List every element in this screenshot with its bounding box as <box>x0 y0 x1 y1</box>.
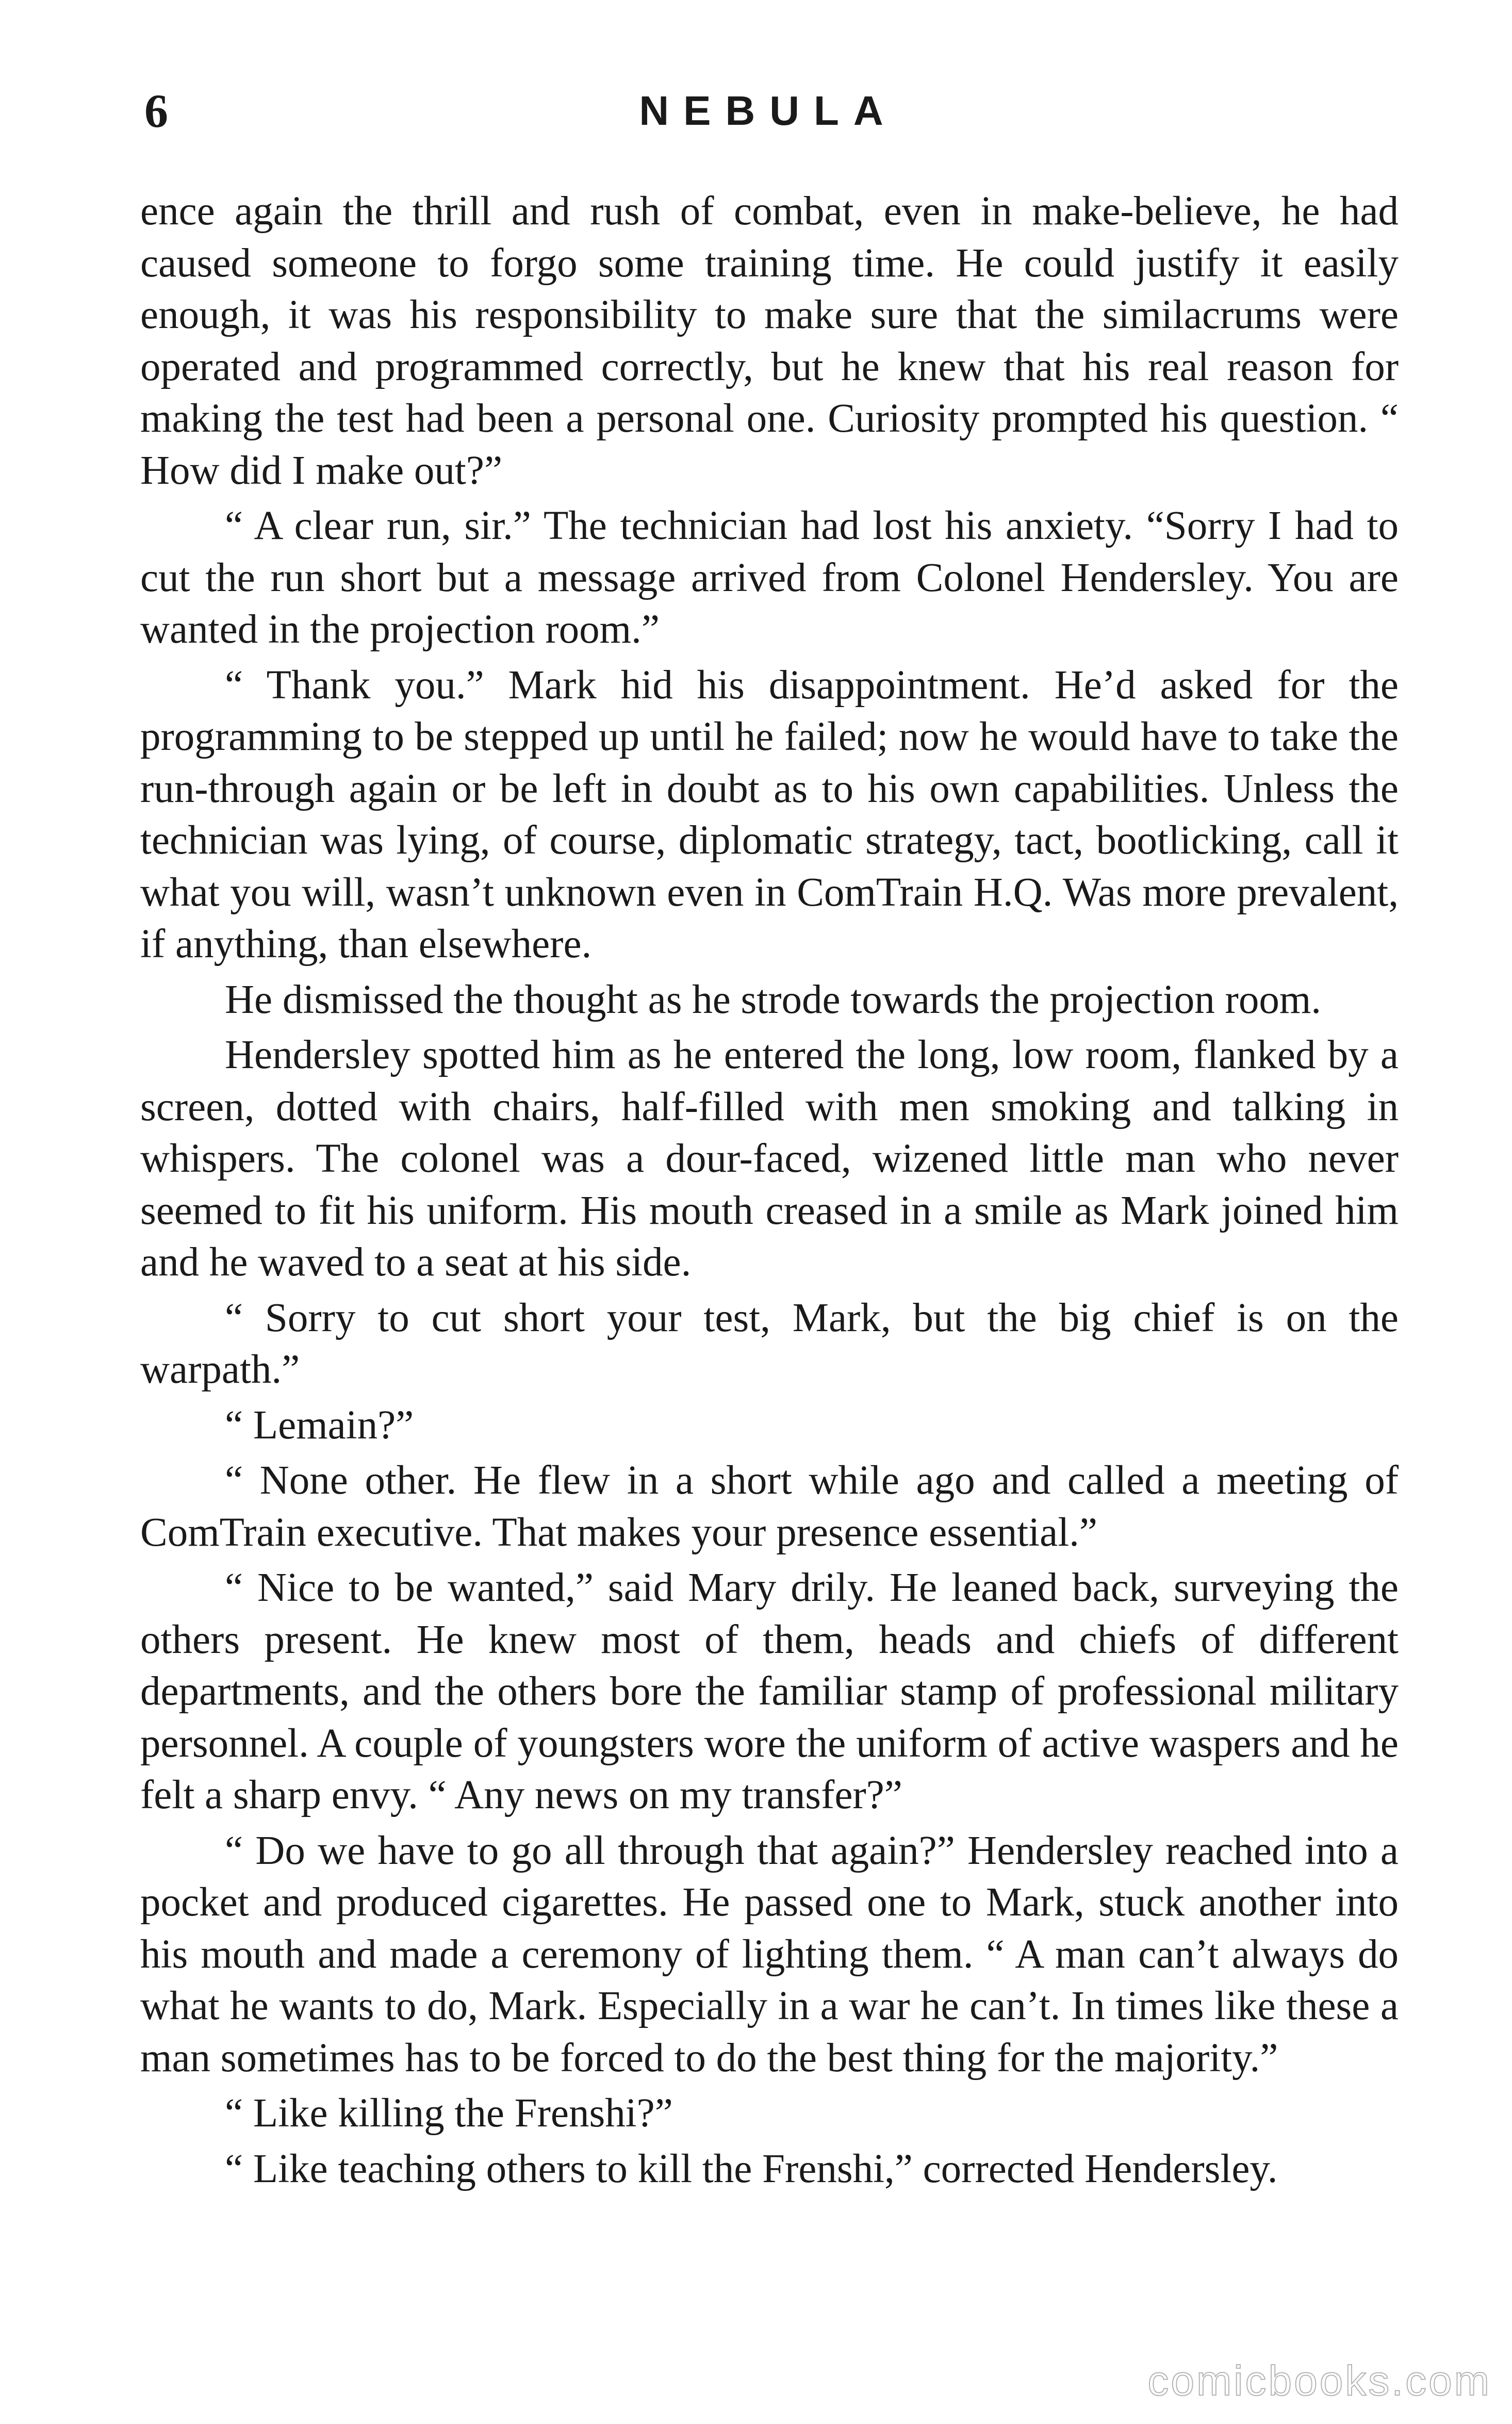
page-number: 6 <box>144 85 168 137</box>
watermark: comicbooks.com <box>1147 2357 1491 2404</box>
paragraph: “ Sorry to cut short your test, Mark, but the big chief is on the warpath.” <box>140 1295 1399 1392</box>
paragraph: Hendersley spotted him as he entered the long, low room, flanked by a screen, dotted with chairs, half-filled with men smoking and talking in whispers. The colonel was a dour-faced, wizened little man who never seemed to fit his uniform. His mouth creased in a smile as Mark joined him and he waved to a seat at his side. <box>140 1033 1399 1285</box>
paragraph: “ None other. He flew in a short while ago and called a meeting of ComTrain executive. That makes your presence essential.” <box>140 1458 1399 1555</box>
paragraph: “ Lemain?” <box>225 1402 414 1448</box>
paragraph: “ A clear run, sir.” The technician had lost his anxiety. “Sorry I had to cut the run short but a message arrived from Colonel Hendersley. You are wanted in the projection room.” <box>140 503 1399 652</box>
running-title: NEBULA <box>639 88 898 134</box>
paragraph: “ Thank you.” Mark hid his disappointment. He’d asked for the programming to be stepped up until he failed; now he would have to take the run-through again or be left in doubt as to his own capabilities. Unless the technician was lying, of course, diplomatic strategy, tact, bootlicking, call it what you will, wasn’t unknown even in ComTrain H.Q. Was more prevalent, if anything, than elsewhere. <box>140 662 1399 967</box>
paragraph: “ Like teaching others to kill the Frenshi,” corrected Hendersley. <box>225 2146 1278 2191</box>
paragraph: He dismissed the thought as he strode towards the projection room. <box>225 977 1322 1022</box>
paragraph: “ Do we have to go all through that again?” Hendersley reached into a pocket and produced cigarettes. He passed one to Mark, stuck another into his mouth and made a ceremony of lighting them. “ A man can’t always do what he wants to do, Mark. Especially in a war he can’t. In times like these a man sometimes has to be forced to do the best thing for the majority.” <box>140 1828 1399 2081</box>
paragraph: “ Like killing the Frenshi?” <box>225 2091 673 2136</box>
body-text <box>140 186 1399 2199</box>
paragraph: ence again the thrill and rush of combat, even in make-believe, he had caused someone to forgo some training time. He could justify it easily enough, it was his responsibility to make sure that the similacrums were operated and programmed correctly, but he knew that his real reason for making the test had been a personal one. Curiosity prompted his question. “ How did I make out?” <box>140 189 1399 493</box>
paragraph: “ Nice to be wanted,” said Mary drily. He leaned back, surveying the others present. He knew most of them, heads and chiefs of different departments, and the others bore the familiar stamp of professional military personnel. A couple of youngsters wore the uniform of active waspers and he felt a sharp envy. “ Any news on my transfer?” <box>140 1565 1399 1817</box>
page-header <box>144 77 1392 144</box>
